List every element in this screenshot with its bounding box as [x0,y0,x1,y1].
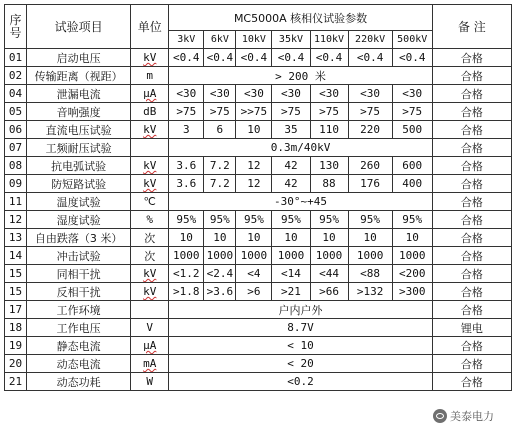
unit-cell [131,265,169,283]
note-cell: 合格 [432,229,511,247]
value-cell: 1000 [392,247,432,265]
value-cell: <0.4 [204,49,236,67]
test-item: 反相干扰 [27,283,131,301]
table-row [5,355,512,373]
note-cell: 合格 [432,265,511,283]
table-row [5,139,512,157]
row-number: 14 [5,247,27,265]
value-cell: 10 [236,229,272,247]
value-cell: 10 [392,229,432,247]
merged-value: -30°~+45 [169,193,433,211]
unit-cell [131,301,169,319]
unit-label: μA [143,339,157,352]
test-item: 启动电压 [27,49,131,67]
unit-label: μA [143,87,157,100]
unit-label: mA [143,357,157,370]
voltage-header-2: 10kV [236,31,272,49]
voltage-header-5: 220kV [348,31,392,49]
unit-label: kV [143,285,157,298]
unit-cell [131,49,169,67]
row-number: 19 [5,337,27,355]
value-cell: >75 [204,103,236,121]
value-cell: 10 [236,121,272,139]
unit-cell [131,157,169,175]
row-number: 08 [5,157,27,175]
value-cell: >75 [392,103,432,121]
value-cell: <1.2 [169,265,204,283]
test-item: 直流电压试验 [27,121,131,139]
unit-label: kV [143,51,157,64]
unit-label: kV [143,177,157,190]
note-cell: 合格 [432,211,511,229]
unit-cell [131,139,169,157]
wechat-icon [433,409,447,423]
value-cell: >3.6 [204,283,236,301]
test-parameter-table [4,4,512,391]
note-cell: 合格 [432,373,511,391]
unit-cell [131,337,169,355]
note-cell: 合格 [432,283,511,301]
value-cell: 12 [236,175,272,193]
value-cell: >132 [348,283,392,301]
merged-value: <0.2 [169,373,433,391]
value-cell: 1000 [348,247,392,265]
row-number: 09 [5,175,27,193]
value-cell: 95% [272,211,310,229]
note-cell: 合格 [432,49,511,67]
row-number: 11 [5,193,27,211]
header-item: 试验项目 [27,5,131,49]
value-cell: >6 [236,283,272,301]
value-cell: >300 [392,283,432,301]
unit-cell [131,319,169,337]
merged-value: < 10 [169,337,433,355]
value-cell: 260 [348,157,392,175]
value-cell: <30 [272,85,310,103]
value-cell: <88 [348,265,392,283]
row-number: 18 [5,319,27,337]
unit-cell [131,283,169,301]
note-cell: 合格 [432,157,511,175]
table-row [5,103,512,121]
test-item: 温度试验 [27,193,131,211]
value-cell: 10 [204,229,236,247]
value-cell: <30 [169,85,204,103]
table-row [5,193,512,211]
note-cell: 合格 [432,337,511,355]
test-item: 工作环境 [27,301,131,319]
value-cell: 95% [348,211,392,229]
value-cell: >75 [169,103,204,121]
value-cell: <0.4 [272,49,310,67]
table-row [5,337,512,355]
test-item: 同相干扰 [27,265,131,283]
row-number: 20 [5,355,27,373]
test-item: 动态功耗 [27,373,131,391]
value-cell: 3.6 [169,175,204,193]
table-row [5,265,512,283]
value-cell: 1000 [169,247,204,265]
value-cell: >75 [272,103,310,121]
table-row [5,67,512,85]
test-item: 防短路试验 [27,175,131,193]
value-cell: 7.2 [204,175,236,193]
unit-cell [131,85,169,103]
voltage-header-0: 3kV [169,31,204,49]
header-group: MC5000A 核相仪试验参数 [169,5,433,31]
value-cell: >>75 [236,103,272,121]
value-cell: 88 [310,175,348,193]
voltage-header-4: 110kV [310,31,348,49]
value-cell: 130 [310,157,348,175]
test-item: 工频耐压试验 [27,139,131,157]
unit-label: 次 [144,231,156,245]
table-row [5,247,512,265]
merged-value: > 200 米 [169,67,433,85]
value-cell: 95% [169,211,204,229]
value-cell: 1000 [310,247,348,265]
value-cell: <0.4 [310,49,348,67]
row-number: 21 [5,373,27,391]
test-item: 冲击试验 [27,247,131,265]
value-cell: <0.4 [236,49,272,67]
header-unit: 单位 [131,5,169,49]
row-number: 01 [5,49,27,67]
test-item: 抗电弧试验 [27,157,131,175]
value-cell: 3 [169,121,204,139]
note-cell: 合格 [432,67,511,85]
note-cell: 合格 [432,103,511,121]
value-cell: 3.6 [169,157,204,175]
note-cell: 合格 [432,193,511,211]
value-cell: <30 [236,85,272,103]
table-row [5,49,512,67]
test-item: 传输距离（视距） [27,67,131,85]
unit-label: % [146,213,154,226]
test-item: 音响强度 [27,103,131,121]
value-cell: 600 [392,157,432,175]
unit-cell [131,373,169,391]
unit-label: W [146,375,154,388]
value-cell: 10 [169,229,204,247]
value-cell: 6 [204,121,236,139]
value-cell: 42 [272,175,310,193]
table-row [5,157,512,175]
value-cell: <0.4 [169,49,204,67]
value-cell: 1000 [236,247,272,265]
value-cell: >66 [310,283,348,301]
unit-cell [131,247,169,265]
unit-label: m [146,69,154,82]
value-cell: 400 [392,175,432,193]
table-row [5,373,512,391]
value-cell: <30 [204,85,236,103]
row-number: 07 [5,139,27,157]
unit-label: ℃ [143,195,156,208]
note-cell: 锂电 [432,319,511,337]
table-row [5,319,512,337]
value-cell: 10 [310,229,348,247]
table-row [5,283,512,301]
watermark [429,407,498,425]
voltage-header-6: 500kV [392,31,432,49]
header-seq [5,5,27,49]
merged-value: < 20 [169,355,433,373]
row-number: 15 [5,283,27,301]
unit-label: kV [143,267,157,280]
table-body [5,49,512,391]
table-row [5,211,512,229]
unit-cell [131,229,169,247]
unit-cell [131,67,169,85]
merged-value: 8.7V [169,319,433,337]
test-item: 静态电流 [27,337,131,355]
row-number: 04 [5,85,27,103]
test-item: 动态电流 [27,355,131,373]
note-cell: 合格 [432,139,511,157]
value-cell: 95% [236,211,272,229]
value-cell: <30 [392,85,432,103]
row-number: 15 [5,265,27,283]
value-cell: 12 [236,157,272,175]
value-cell: 110 [310,121,348,139]
test-item: 工作电压 [27,319,131,337]
table-row [5,229,512,247]
watermark-text: 美泰电力 [450,410,494,423]
value-cell: 95% [204,211,236,229]
value-cell: >21 [272,283,310,301]
value-cell: <44 [310,265,348,283]
header-seq-label: 序 号 [9,12,22,40]
unit-label: dB [143,105,157,118]
value-cell: <30 [348,85,392,103]
value-cell: <14 [272,265,310,283]
value-cell: 500 [392,121,432,139]
value-cell: <30 [310,85,348,103]
row-number: 06 [5,121,27,139]
header-note: 备 注 [432,5,511,49]
value-cell: >1.8 [169,283,204,301]
unit-label: kV [143,159,157,172]
test-item: 自由跌落（3 米） [27,229,131,247]
value-cell: <2.4 [204,265,236,283]
value-cell: 95% [310,211,348,229]
table-row [5,85,512,103]
unit-label: V [146,321,154,334]
note-cell: 合格 [432,85,511,103]
value-cell: <0.4 [348,49,392,67]
value-cell: 1000 [272,247,310,265]
value-cell: 10 [272,229,310,247]
note-cell: 合格 [432,175,511,193]
row-number: 13 [5,229,27,247]
voltage-header-1: 6kV [204,31,236,49]
value-cell: >75 [310,103,348,121]
note-cell: 合格 [432,355,511,373]
test-item: 湿度试验 [27,211,131,229]
note-cell: 合格 [432,247,511,265]
voltage-header-3: 35kV [272,31,310,49]
merged-value: 户内户外 [169,301,433,319]
unit-label: kV [143,123,157,136]
table-row [5,121,512,139]
note-cell: 合格 [432,121,511,139]
value-cell: 42 [272,157,310,175]
value-cell: >75 [348,103,392,121]
value-cell: 7.2 [204,157,236,175]
unit-cell [131,103,169,121]
merged-value: 0.3m/40kV [169,139,433,157]
value-cell: 10 [348,229,392,247]
value-cell: 1000 [204,247,236,265]
value-cell: 220 [348,121,392,139]
row-number: 05 [5,103,27,121]
unit-cell [131,193,169,211]
value-cell: 95% [392,211,432,229]
unit-cell [131,121,169,139]
table-row [5,301,512,319]
note-cell: 合格 [432,301,511,319]
value-cell: 176 [348,175,392,193]
unit-cell [131,175,169,193]
unit-cell [131,211,169,229]
row-number: 12 [5,211,27,229]
row-number: 02 [5,67,27,85]
value-cell: <4 [236,265,272,283]
value-cell: <200 [392,265,432,283]
value-cell: 35 [272,121,310,139]
unit-label: 次 [144,249,156,263]
test-item: 泄漏电流 [27,85,131,103]
unit-cell [131,355,169,373]
value-cell: <0.4 [392,49,432,67]
table-row [5,175,512,193]
row-number: 17 [5,301,27,319]
